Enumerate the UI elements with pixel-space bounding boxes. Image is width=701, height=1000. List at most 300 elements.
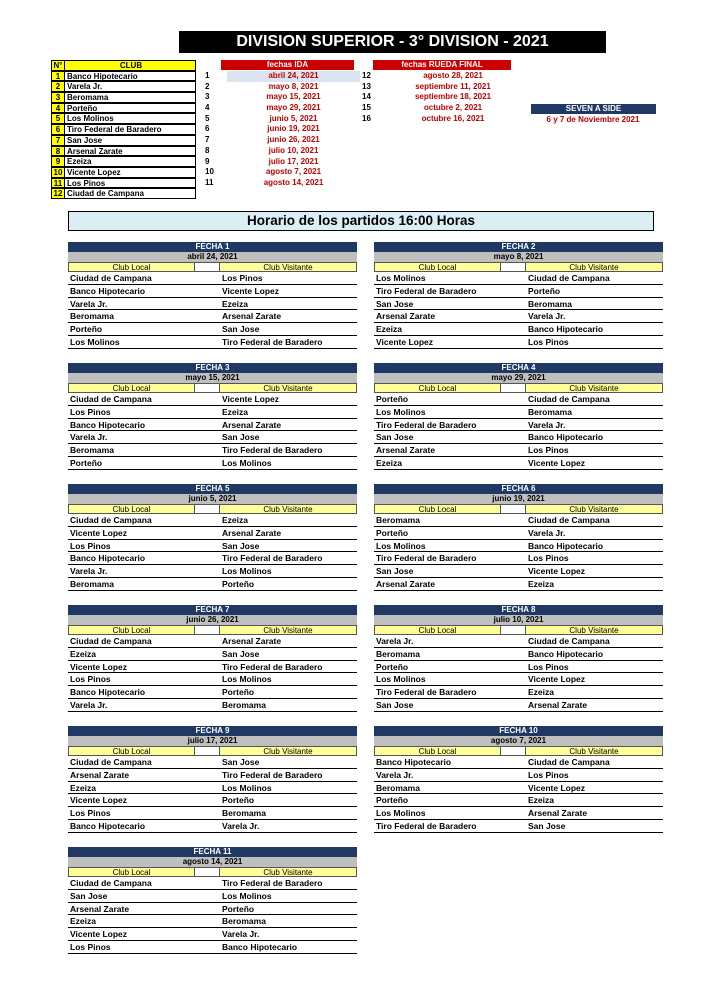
away-team: Ciudad de Campana — [528, 394, 610, 404]
fecha-number: 10 — [205, 167, 214, 177]
home-team: Los Pinos — [70, 406, 111, 417]
col-visit-header: Club Visitante — [220, 867, 357, 877]
fecha-number: 15 — [362, 103, 371, 113]
fecha-number: 11 — [205, 177, 214, 187]
final-date-list — [362, 71, 522, 124]
home-team: Vicente Lopez — [70, 929, 127, 940]
col-visit-header: Club Visitante — [220, 746, 357, 756]
fecha-number: 5 — [205, 113, 210, 123]
home-team: Porteño — [376, 527, 409, 538]
away-team: Los Pinos — [222, 273, 263, 283]
fecha-block — [68, 847, 357, 954]
fecha-date: abril 24, 2021 — [227, 71, 360, 82]
club-row — [51, 156, 196, 167]
club-number: 3 — [51, 92, 65, 103]
match-row — [374, 756, 663, 769]
match-row — [374, 393, 663, 406]
col-gap — [195, 625, 220, 635]
col-gap — [195, 746, 220, 756]
fecha-title: FECHA 2 — [374, 242, 663, 252]
away-team: Banco Hipotecario — [528, 324, 604, 335]
date-row — [362, 71, 522, 82]
home-team: Vicente Lopez — [70, 795, 127, 806]
away-team: Vicente Lopez — [528, 457, 585, 468]
away-team: San Jose — [222, 324, 260, 335]
home-team: Banco Hipotecario — [70, 820, 146, 831]
fecha-column-headers — [68, 383, 357, 393]
home-team: Beromama — [376, 782, 420, 793]
match-row — [374, 820, 663, 833]
fecha-date: julio 17, 2021 — [268, 156, 319, 166]
home-team: Ciudad de Campana — [70, 878, 152, 888]
fecha-number: 8 — [205, 145, 210, 155]
club-number: 4 — [51, 103, 65, 114]
home-team: Tiro Federal de Baradero — [376, 285, 477, 296]
away-team: Varela Jr. — [528, 527, 566, 538]
match-row — [68, 419, 357, 432]
fecha-block — [374, 242, 663, 349]
club-name: Ezeiza — [65, 156, 196, 167]
away-team: Porteño — [222, 578, 255, 589]
match-row — [68, 941, 357, 954]
home-team: Arsenal Zarate — [376, 311, 436, 322]
away-team: Vicente Lopez — [222, 285, 279, 296]
match-row — [68, 406, 357, 419]
match-row — [68, 444, 357, 457]
away-team: San Jose — [528, 820, 566, 831]
fecha-date: mayo 15, 2021 — [266, 92, 321, 102]
club-row — [51, 81, 196, 92]
col-gap — [195, 262, 220, 272]
date-row — [205, 167, 360, 178]
home-team: Tiro Federal de Baradero — [376, 687, 477, 698]
away-team: Tiro Federal de Baradero — [222, 553, 323, 564]
col-local-header: Club Local — [374, 625, 501, 635]
club-name: Ciudad de Campana — [65, 188, 196, 199]
away-team: Ciudad de Campana — [528, 515, 610, 525]
away-team: San Jose — [222, 757, 260, 767]
away-team: Arsenal Zarate — [222, 527, 282, 538]
col-visit-header: Club Visitante — [526, 383, 663, 393]
match-row — [374, 782, 663, 795]
club-name: Los Pinos — [65, 178, 196, 189]
seven-a-side-date: 6 y 7 de Noviembre 2021 — [546, 115, 640, 124]
home-team: Banco Hipotecario — [376, 757, 452, 767]
fecha-date: julio 17, 2021 — [68, 736, 357, 746]
club-name: Tiro Federal de Baradero — [65, 124, 196, 135]
match-row — [68, 756, 357, 769]
page-title: DIVISION SUPERIOR - 3° DIVISION - 2021 — [179, 31, 606, 53]
fecha-title: FECHA 8 — [374, 605, 663, 615]
away-team: San Jose — [222, 648, 260, 659]
home-team: Ciudad de Campana — [70, 273, 152, 283]
fecha-number: 4 — [205, 103, 210, 113]
fecha-block — [68, 726, 357, 833]
match-row — [374, 406, 663, 419]
away-team: Beromama — [222, 699, 266, 710]
match-row — [68, 310, 357, 323]
fecha-title: FECHA 9 — [68, 726, 357, 736]
fecha-date: septiembre 18, 2021 — [414, 92, 492, 102]
col-gap — [195, 867, 220, 877]
away-team: Porteño — [222, 795, 255, 806]
club-num-header: N° — [51, 60, 65, 71]
home-team: Los Pinos — [70, 808, 111, 819]
match-row — [374, 310, 663, 323]
fecha-block — [374, 363, 663, 470]
date-row — [205, 146, 360, 157]
match-row — [68, 769, 357, 782]
club-number: 1 — [51, 71, 65, 82]
club-row — [51, 167, 196, 178]
col-visit-header: Club Visitante — [220, 504, 357, 514]
match-row — [68, 807, 357, 820]
col-gap — [501, 625, 526, 635]
club-name: Varela Jr. — [65, 81, 196, 92]
fecha-title: FECHA 4 — [374, 363, 663, 373]
col-visit-header: Club Visitante — [220, 262, 357, 272]
club-row — [51, 178, 196, 189]
home-team: Los Molinos — [376, 406, 426, 417]
fecha-title: FECHA 7 — [68, 605, 357, 615]
match-row — [374, 769, 663, 782]
match-row — [68, 565, 357, 578]
match-row — [374, 540, 663, 553]
away-team: Ezeiza — [528, 795, 554, 806]
match-row — [68, 527, 357, 540]
date-row — [205, 178, 360, 189]
date-row — [205, 157, 360, 168]
col-local-header: Club Local — [68, 625, 195, 635]
match-row — [68, 794, 357, 807]
fecha-date: agosto 7, 2021 — [265, 167, 322, 177]
away-team: Varela Jr. — [528, 311, 566, 322]
date-row — [362, 103, 522, 114]
col-visit-header: Club Visitante — [220, 625, 357, 635]
fecha-number: 7 — [205, 135, 210, 145]
club-row — [51, 92, 196, 103]
fecha-date: abril 24, 2021 — [68, 252, 357, 262]
home-team: Los Molinos — [376, 273, 426, 283]
fecha-date: mayo 15, 2021 — [68, 373, 357, 383]
match-row — [374, 578, 663, 591]
away-team: Tiro Federal de Baradero — [222, 769, 323, 780]
away-team: Ezeiza — [528, 687, 554, 698]
date-row — [362, 92, 522, 103]
club-name: San Jose — [65, 135, 196, 146]
away-team: Arsenal Zarate — [222, 419, 282, 430]
club-number: 2 — [51, 81, 65, 92]
fecha-date: junio 19, 2021 — [374, 494, 663, 504]
away-team: Ezeiza — [222, 298, 248, 309]
home-team: Tiro Federal de Baradero — [376, 820, 477, 831]
ida-header: fechas IDA — [221, 60, 354, 70]
home-team: Varela Jr. — [70, 699, 108, 710]
home-team: Vicente Lopez — [70, 527, 127, 538]
home-team: San Jose — [376, 432, 414, 443]
date-row — [205, 92, 360, 103]
away-team: Banco Hipotecario — [222, 941, 298, 952]
home-team: Banco Hipotecario — [70, 553, 146, 564]
away-team: Porteño — [222, 903, 255, 914]
fecha-title: FECHA 1 — [68, 242, 357, 252]
away-team: Los Pinos — [528, 661, 569, 672]
home-team: Varela Jr. — [70, 298, 108, 309]
match-row — [68, 336, 357, 349]
home-team: Los Pinos — [70, 941, 111, 952]
fecha-block — [374, 726, 663, 833]
home-team: San Jose — [376, 566, 414, 577]
match-row — [374, 527, 663, 540]
fecha-column-headers — [68, 867, 357, 877]
match-row — [374, 298, 663, 311]
fecha-date: julio 10, 2021 — [268, 145, 319, 155]
home-team: Los Pinos — [70, 540, 111, 551]
date-row — [362, 82, 522, 93]
col-visit-header: Club Visitante — [526, 262, 663, 272]
home-team: Ciudad de Campana — [70, 636, 152, 646]
away-team: Porteño — [222, 687, 255, 698]
away-team: Vicente Lopez — [528, 782, 585, 793]
match-row — [68, 661, 357, 674]
home-team: Banco Hipotecario — [70, 285, 146, 296]
col-local-header: Club Local — [68, 867, 195, 877]
match-time-banner: Horario de los partidos 16:00 Horas — [68, 211, 654, 231]
home-team: Ciudad de Campana — [70, 394, 152, 404]
home-team: Varela Jr. — [376, 636, 414, 646]
match-row — [374, 794, 663, 807]
club-number: 11 — [51, 178, 65, 189]
home-team: Ezeiza — [70, 916, 96, 927]
fecha-date: septiembre 11, 2021 — [415, 81, 491, 91]
home-team: Los Molinos — [70, 336, 120, 347]
away-team: Los Pinos — [528, 336, 569, 347]
match-row — [68, 272, 357, 285]
away-team: Ciudad de Campana — [528, 757, 610, 767]
club-name: Los Molinos — [65, 113, 196, 124]
match-row — [374, 272, 663, 285]
col-gap — [501, 504, 526, 514]
away-team: Arsenal Zarate — [222, 311, 282, 322]
home-team: Varela Jr. — [376, 769, 414, 780]
match-row — [68, 285, 357, 298]
home-team: Arsenal Zarate — [70, 769, 130, 780]
match-row — [374, 514, 663, 527]
fecha-number: 9 — [205, 156, 210, 166]
date-row — [205, 124, 360, 135]
club-row — [51, 71, 196, 82]
home-team: San Jose — [70, 890, 108, 901]
fecha-number: 2 — [205, 81, 210, 91]
home-team: Tiro Federal de Baradero — [376, 553, 477, 564]
away-team: Los Molinos — [222, 782, 272, 793]
match-row — [68, 928, 357, 941]
match-row — [68, 323, 357, 336]
match-row — [68, 540, 357, 553]
home-team: Ciudad de Campana — [70, 757, 152, 767]
match-row — [68, 431, 357, 444]
fecha-number: 1 — [205, 71, 210, 80]
home-team: Beromama — [376, 515, 420, 525]
home-team: San Jose — [376, 699, 414, 710]
date-row — [205, 135, 360, 146]
match-row — [374, 565, 663, 578]
date-row — [205, 71, 360, 82]
away-team: Los Pinos — [528, 553, 569, 564]
club-number: 7 — [51, 135, 65, 146]
away-team: Varela Jr. — [222, 929, 260, 940]
fecha-date: junio 19, 2021 — [267, 124, 320, 134]
fecha-column-headers — [374, 625, 663, 635]
away-team: Arsenal Zarate — [528, 808, 588, 819]
club-table — [51, 60, 196, 199]
col-gap — [501, 262, 526, 272]
club-number: 12 — [51, 188, 65, 199]
fecha-block — [68, 605, 357, 712]
fecha-title: FECHA 5 — [68, 484, 357, 494]
match-row — [68, 877, 357, 890]
home-team: Banco Hipotecario — [70, 419, 146, 430]
match-row — [374, 323, 663, 336]
home-team: Beromama — [70, 578, 114, 589]
seven-a-side-header: SEVEN A SIDE — [531, 104, 656, 114]
away-team: Arsenal Zarate — [222, 636, 282, 646]
away-team: Beromama — [222, 808, 266, 819]
home-team: Los Molinos — [376, 808, 426, 819]
match-row — [68, 915, 357, 928]
home-team: Tiro Federal de Baradero — [376, 419, 477, 430]
home-team: Los Molinos — [376, 540, 426, 551]
date-row — [205, 114, 360, 125]
home-team: Ciudad de Campana — [70, 515, 152, 525]
fecha-date: octubre 2, 2021 — [423, 103, 483, 113]
match-row — [68, 673, 357, 686]
fecha-number: 14 — [362, 92, 371, 102]
match-row — [68, 578, 357, 591]
fecha-column-headers — [374, 262, 663, 272]
match-row — [68, 686, 357, 699]
fecha-date: junio 5, 2021 — [68, 494, 357, 504]
away-team: San Jose — [222, 540, 260, 551]
home-team: Arsenal Zarate — [70, 903, 130, 914]
home-team: Ezeiza — [70, 648, 96, 659]
away-team: Banco Hipotecario — [528, 648, 604, 659]
col-local-header: Club Local — [68, 383, 195, 393]
fecha-column-headers — [374, 504, 663, 514]
match-row — [68, 903, 357, 916]
fecha-date: agosto 28, 2021 — [423, 71, 483, 80]
col-visit-header: Club Visitante — [526, 625, 663, 635]
col-gap — [501, 746, 526, 756]
match-row — [68, 782, 357, 795]
fecha-column-headers — [374, 383, 663, 393]
home-team: Los Pinos — [70, 674, 111, 685]
club-row — [51, 188, 196, 199]
club-name-header: CLUB — [65, 60, 196, 71]
fecha-title: FECHA 11 — [68, 847, 357, 857]
match-row — [68, 393, 357, 406]
fecha-date: mayo 8, 2021 — [268, 81, 319, 91]
away-team: Ezeiza — [528, 578, 554, 589]
col-visit-header: Club Visitante — [526, 746, 663, 756]
away-team: Varela Jr. — [222, 820, 260, 831]
match-row — [374, 419, 663, 432]
col-gap — [195, 504, 220, 514]
home-team: Ezeiza — [376, 324, 402, 335]
date-row — [205, 103, 360, 114]
match-row — [68, 298, 357, 311]
away-team: Los Molinos — [222, 674, 272, 685]
club-row — [51, 135, 196, 146]
club-name: Porteño — [65, 103, 196, 114]
match-row — [68, 648, 357, 661]
club-name: Arsenal Zarate — [65, 146, 196, 157]
club-row — [51, 146, 196, 157]
away-team: Tiro Federal de Baradero — [222, 336, 323, 347]
match-row — [374, 552, 663, 565]
fecha-column-headers — [68, 504, 357, 514]
home-team: Ezeiza — [376, 457, 402, 468]
match-row — [374, 285, 663, 298]
fecha-date: mayo 29, 2021 — [266, 103, 321, 113]
final-header: fechas RUEDA FINAL — [373, 60, 511, 70]
club-number: 5 — [51, 113, 65, 124]
away-team: Los Molinos — [222, 457, 272, 468]
fecha-column-headers — [68, 625, 357, 635]
col-local-header: Club Local — [68, 504, 195, 514]
fecha-number: 12 — [362, 71, 371, 80]
match-row — [374, 661, 663, 674]
home-team: Beromama — [376, 648, 420, 659]
match-row — [374, 431, 663, 444]
fecha-date: julio 10, 2021 — [374, 615, 663, 625]
club-row — [51, 103, 196, 114]
away-team: Ezeiza — [222, 515, 248, 525]
away-team: Varela Jr. — [528, 419, 566, 430]
fecha-column-headers — [68, 746, 357, 756]
col-gap — [501, 383, 526, 393]
match-row — [374, 686, 663, 699]
club-name: Vicente Lopez — [65, 167, 196, 178]
fecha-block — [68, 484, 357, 591]
fecha-title: FECHA 10 — [374, 726, 663, 736]
away-team: Vicente Lopez — [528, 566, 585, 577]
home-team: Banco Hipotecario — [70, 687, 146, 698]
fecha-date: junio 5, 2021 — [269, 113, 318, 123]
fecha-date: mayo 8, 2021 — [374, 252, 663, 262]
away-team: Ciudad de Campana — [528, 273, 610, 283]
fecha-date: octubre 16, 2021 — [421, 113, 485, 123]
away-team: Ezeiza — [222, 406, 248, 417]
col-visit-header: Club Visitante — [220, 383, 357, 393]
away-team: Ciudad de Campana — [528, 636, 610, 646]
club-number: 8 — [51, 146, 65, 157]
col-local-header: Club Local — [68, 262, 195, 272]
away-team: Los Pinos — [528, 769, 569, 780]
club-number: 6 — [51, 124, 65, 135]
home-team: Vicente Lopez — [70, 661, 127, 672]
match-row — [374, 648, 663, 661]
match-row — [68, 699, 357, 712]
away-team: Beromama — [528, 298, 572, 309]
fecha-block — [68, 363, 357, 470]
col-local-header: Club Local — [374, 262, 501, 272]
home-team: Beromama — [70, 445, 114, 456]
fecha-column-headers — [374, 746, 663, 756]
away-team: Los Pinos — [528, 445, 569, 456]
club-number: 10 — [51, 167, 65, 178]
home-team: Varela Jr. — [70, 432, 108, 443]
